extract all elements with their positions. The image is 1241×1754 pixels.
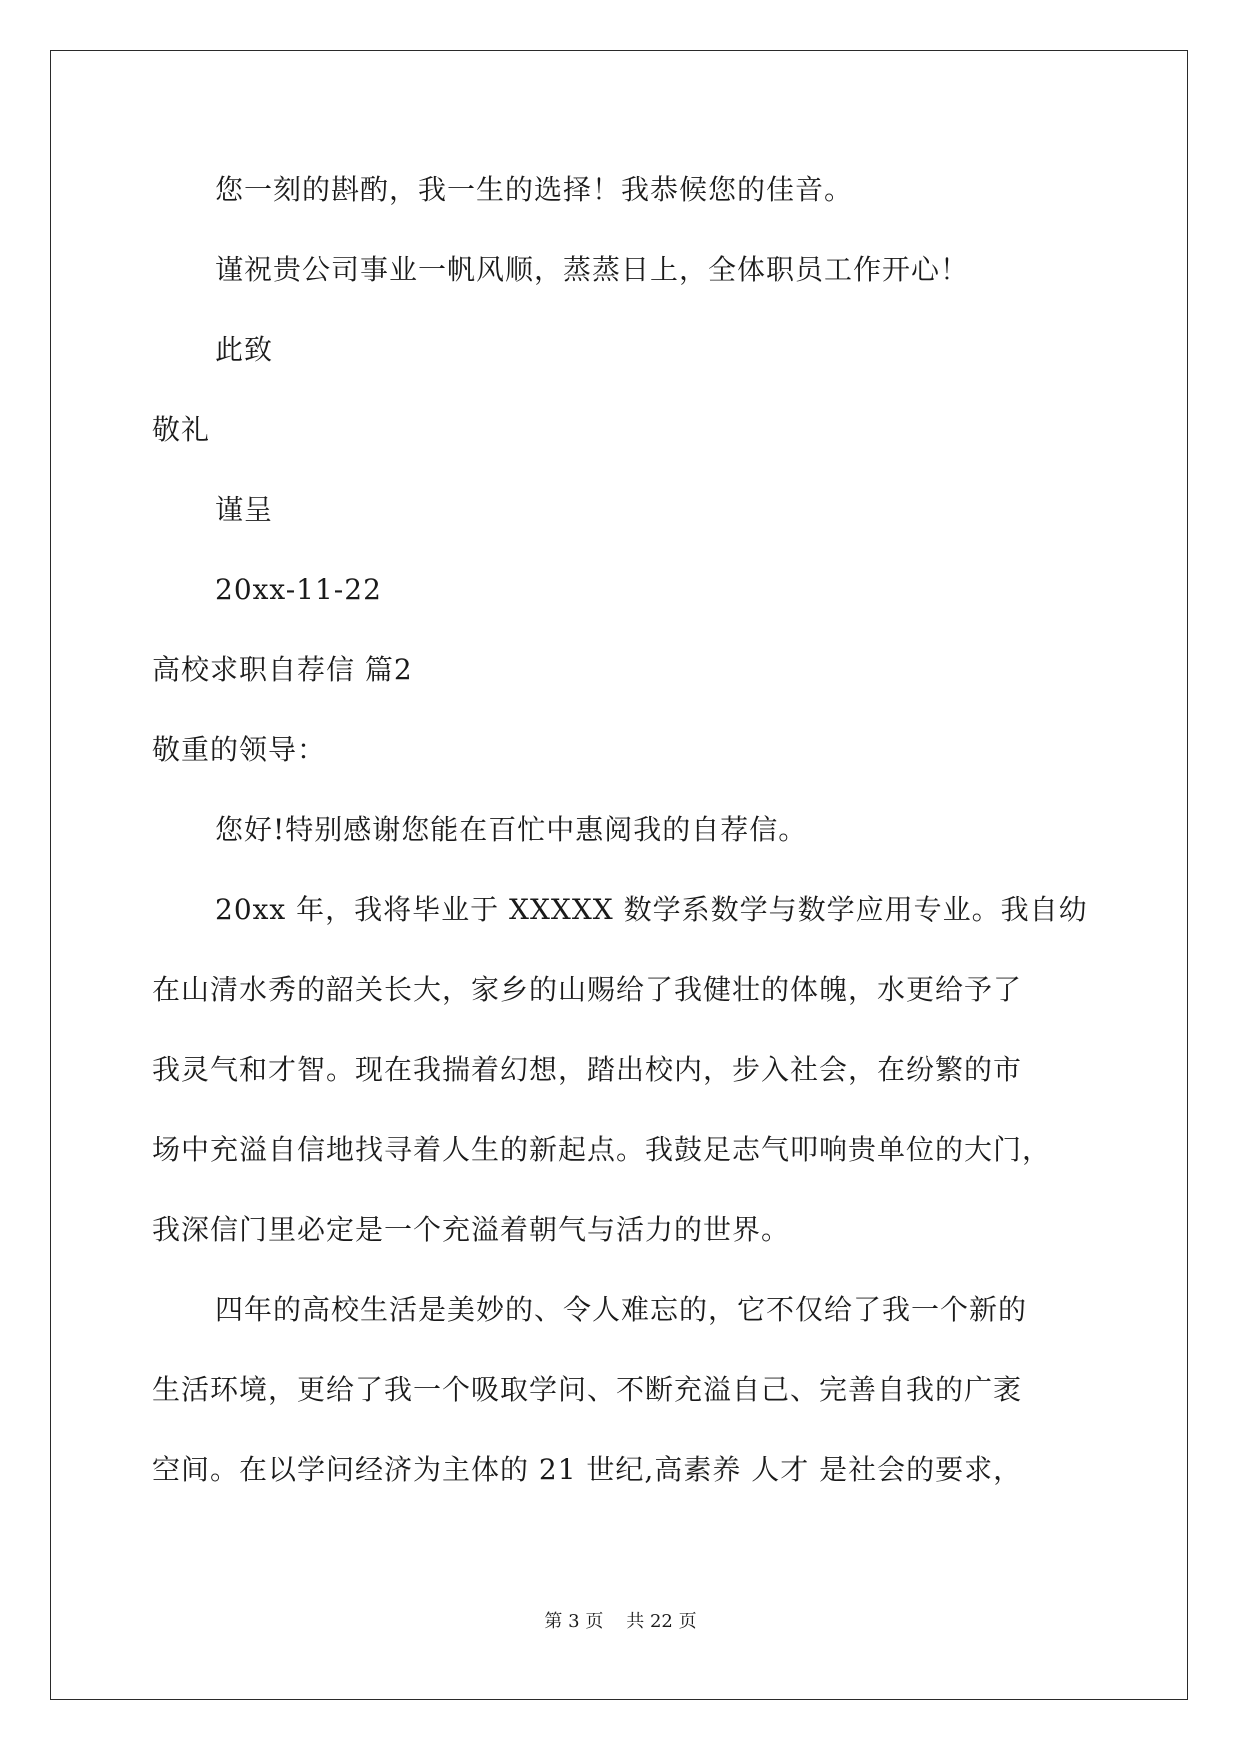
body-line: 生活环境，更给了我一个吸取学问、不断充溢自己、完善自我的广袤: [152, 1373, 1023, 1406]
body-line: 您好!特别感谢您能在百忙中惠阅我的自荐信。: [215, 813, 808, 846]
body-line: 20xx 年，我将毕业于 XXXXX 数学系数学与数学应用专业。我自幼: [215, 893, 1088, 926]
greeting: 敬重的领导：: [152, 733, 327, 766]
wishes-line: 谨祝贵公司事业一帆风顺，蒸蒸日上，全体职员工作开心！: [215, 253, 970, 286]
closing-line: 您一刻的斟酌，我一生的选择！我恭候您的佳音。: [215, 173, 854, 206]
salutation-cizhi: 此致: [215, 333, 274, 366]
body-line: 在山清水秀的韶关长大，家乡的山赐给了我健壮的体魄，水更给予了: [152, 973, 1023, 1006]
body-line: 四年的高校生活是美妙的、令人难忘的，它不仅给了我一个新的: [215, 1293, 1028, 1326]
salutation-jingli: 敬礼: [152, 413, 211, 446]
signature: 谨呈: [215, 493, 274, 526]
body-line: 空间。在以学问经济为主体的 21 世纪,高素养 人才 是社会的要求，: [152, 1453, 1023, 1486]
page-number: 第 3 页: [544, 1611, 604, 1632]
page-footer: [0, 1607, 1241, 1633]
letter-date: 20xx-11-22: [215, 573, 382, 606]
body-line: 我灵气和才智。现在我揣着幻想，踏出校内，步入社会，在纷繁的市: [152, 1053, 1023, 1086]
body-line: 我深信门里必定是一个充溢着朝气与活力的世界。: [152, 1213, 791, 1246]
section-heading: 高校求职自荐信 篇2: [152, 653, 413, 686]
body-line: 场中充溢自信地找寻着人生的新起点。我鼓足志气叩响贵单位的大门，: [152, 1133, 1052, 1166]
page-total: 共 22 页: [626, 1611, 697, 1632]
